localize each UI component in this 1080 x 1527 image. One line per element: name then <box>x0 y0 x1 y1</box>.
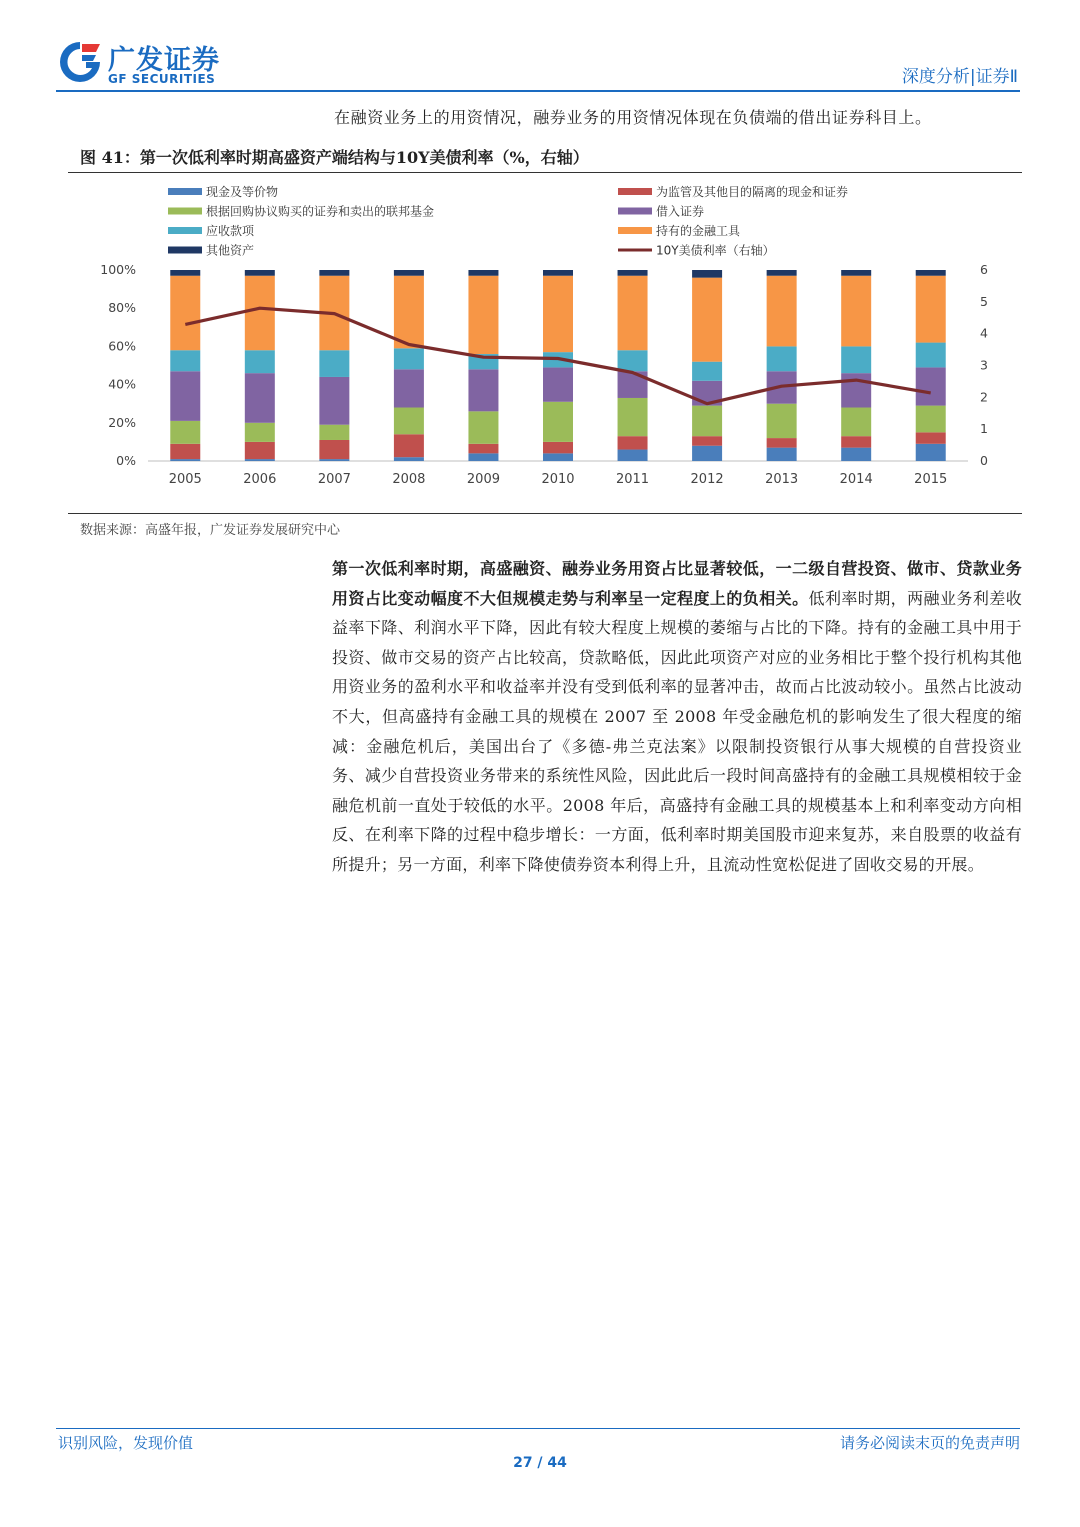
y-left-tick-label: 20% <box>108 414 136 430</box>
bar-segment <box>170 459 200 461</box>
bar-segment <box>394 408 424 435</box>
bar-segment <box>543 442 573 453</box>
bar-segment <box>543 276 573 352</box>
x-tick-label: 2013 <box>765 472 799 487</box>
bar-segment <box>245 270 275 276</box>
bar-segment <box>245 276 275 350</box>
bar-segment <box>618 436 648 449</box>
bar-segment <box>916 406 946 433</box>
bar-segment <box>841 346 871 373</box>
bar-segment <box>543 270 573 276</box>
bar-segment <box>916 276 946 343</box>
bar-segment <box>245 442 275 459</box>
bar-segment <box>468 369 498 411</box>
legend-swatch <box>168 208 202 215</box>
bar-segment <box>468 270 498 276</box>
gf-logo-icon <box>56 38 104 86</box>
bar-segment <box>394 276 424 349</box>
legend-swatch <box>618 208 652 215</box>
bar-segment <box>170 276 200 350</box>
bar-segment <box>767 276 797 347</box>
bar-segment <box>245 350 275 373</box>
bar-segment <box>916 343 946 368</box>
bar-segment <box>767 346 797 371</box>
y-left-tick-label: 60% <box>108 338 136 354</box>
bar-segment <box>319 425 349 440</box>
bar-segment <box>692 436 722 446</box>
footer-disclaimer: 请务必阅读末页的免责声明 <box>839 1434 1020 1452</box>
intro-paragraph: 在融资业务上的用资情况，融券业务的用资情况体现在负债端的借出证券科目上。 <box>334 108 932 127</box>
bar-segment <box>916 367 946 405</box>
y-left-tick-label: 80% <box>108 300 136 316</box>
bar-segment <box>841 276 871 347</box>
y-right-tick-label: 3 <box>980 357 988 373</box>
bar-segment <box>841 373 871 407</box>
bar-segment <box>170 421 200 444</box>
bar-segment <box>692 406 722 437</box>
bar-segment <box>319 350 349 377</box>
bar-segment <box>245 373 275 423</box>
bar-segment <box>170 350 200 371</box>
bar-segment <box>394 369 424 407</box>
y-left-tick-label: 0% <box>116 453 136 468</box>
bar-segment <box>468 276 498 354</box>
body-paragraph <box>332 554 1022 880</box>
x-tick-label: 2014 <box>839 472 873 487</box>
y-right-tick-label: 6 <box>980 262 988 277</box>
bar-segment <box>618 450 648 461</box>
bar-segment <box>841 408 871 437</box>
bar-segment <box>170 270 200 276</box>
x-tick-label: 2006 <box>243 472 277 487</box>
legend-swatch <box>168 188 202 195</box>
bar-segment <box>543 367 573 401</box>
bar-segment <box>394 270 424 276</box>
bar-segment <box>543 402 573 442</box>
bar-segment <box>767 438 797 448</box>
x-tick-label: 2009 <box>466 472 501 487</box>
bar-segment <box>916 444 946 461</box>
legend-label: 其他资产 <box>206 243 255 258</box>
bar-segment <box>170 444 200 459</box>
figure-source: 数据来源：高盛年报，广发证券发展研究中心 <box>80 523 341 538</box>
bar-segment <box>692 446 722 461</box>
bar-segment <box>767 270 797 276</box>
footer-divider <box>56 1428 1020 1429</box>
legend-label: 为监管及其他目的隔离的现金和证券 <box>656 185 849 199</box>
y-right-tick-label: 5 <box>980 293 988 309</box>
legend-label: 根据回购协议购买的证券和卖出的联邦基金 <box>206 204 435 219</box>
bar-segment <box>618 270 648 276</box>
y-right-tick-label: 1 <box>980 421 988 437</box>
bar-segment <box>692 278 722 362</box>
bar-segment <box>394 348 424 369</box>
bar-segment <box>916 270 946 276</box>
x-tick-label: 2008 <box>392 472 426 487</box>
figure-title: 图 41：第一次低利率时期高盛资产端结构与10Y美债利率（%，右轴） <box>80 148 589 167</box>
section-label: 深度分析|证券Ⅱ <box>901 67 1018 87</box>
stacked-bar-chart <box>68 174 1022 512</box>
header-divider <box>56 90 1020 92</box>
bar-segment <box>319 440 349 459</box>
bar-segment <box>767 404 797 438</box>
legend-label: 应收款项 <box>206 224 255 238</box>
x-tick-label: 2005 <box>168 472 202 487</box>
y-right-tick-label: 0 <box>980 453 988 468</box>
bar-segment <box>319 270 349 276</box>
bar-segment <box>618 276 648 350</box>
bar-segment <box>841 448 871 461</box>
bar-segment <box>841 436 871 447</box>
legend-label: 持有的金融工具 <box>656 224 741 238</box>
footer-slogan: 识别风险，发现价值 <box>58 1434 194 1452</box>
legend-swatch <box>168 227 202 234</box>
body-bold-lead: 第一次低利率时期，高盛融资、融券业务用资占比显著较低，一二级自营投资、做市、贷款业务用资占比变动幅度不大但规模走势与利率呈一定程度上的负相关。 <box>332 559 1022 608</box>
x-tick-label: 2015 <box>914 472 948 487</box>
legend-swatch <box>618 227 652 234</box>
bar-segment <box>916 432 946 443</box>
page-number: 27 / 44 <box>513 1455 567 1471</box>
x-tick-label: 2012 <box>690 472 724 487</box>
bar-segment <box>543 453 573 461</box>
legend-label: 借入证券 <box>656 204 705 219</box>
legend-label: 现金及等价物 <box>206 185 279 199</box>
bar-segment <box>468 411 498 443</box>
legend-label: 10Y美债利率（右轴） <box>656 243 775 258</box>
bar-segment <box>618 350 648 371</box>
logo-english-name: GF SECURITIES <box>108 72 216 86</box>
legend-swatch <box>168 247 202 254</box>
bar-segment <box>245 459 275 461</box>
y-right-tick-label: 4 <box>980 325 988 341</box>
bar-segment <box>468 444 498 454</box>
legend-swatch <box>618 188 652 195</box>
bar-segment <box>394 457 424 461</box>
bar-segment <box>394 434 424 457</box>
logo-chinese-name: 广发证券 <box>108 45 220 76</box>
bar-segment <box>692 270 722 278</box>
bar-segment <box>170 371 200 421</box>
bar-segment <box>319 459 349 461</box>
y-left-tick-label: 100% <box>100 262 136 277</box>
x-tick-label: 2007 <box>317 472 351 487</box>
bar-segment <box>245 423 275 442</box>
body-rest: 低利率时期，两融业务利差收益率下降、利润水平下降，因此有较大程度上规模的萎缩与占比的下降。持有的金融工具中用于投资、做市交易的资产占比较高，贷款略低，因此此项资产对应的业务相比于整个投行机构其他用资业务的盈利水平和收益率并没有受到低利率的显著冲击，故而占比波动较小。虽然占比波动不大，但高盛持有金融工具的规模在 2007 至 2008 年受金融危机的影响发生了很大程度的缩减：金融危机后，美国出台了《多德-弗兰克法案》以限制投资银行从事大规模的自营投资业务、减少自营投资业务带来的系统性风险，因此此后一段时间高盛持有的金融工具规模相较于金融危机前一直处于较低的水平。2008 年后，高盛持有金融工具的规模基本上和利率变动方向相反、在利率下降的过程中稳步增长：一方面，低利率时期美国股市迎来复苏，来自股票的收益有所提升；另一方面，利率下降使债券资本利得上升，且流动性宽松促进了固收交易的开展。 <box>332 588 1022 874</box>
y-left-tick-label: 40% <box>108 376 136 392</box>
bar-segment <box>319 377 349 425</box>
bar-segment <box>618 398 648 436</box>
bar-segment <box>692 362 722 381</box>
figure-bottom-rule <box>68 513 1022 514</box>
y-right-tick-label: 2 <box>980 389 988 405</box>
bar-segment <box>841 270 871 276</box>
bar-segment <box>767 448 797 461</box>
x-tick-label: 2010 <box>541 472 575 487</box>
x-tick-label: 2011 <box>615 472 650 487</box>
figure-top-rule <box>68 172 1022 173</box>
bar-segment <box>468 453 498 461</box>
